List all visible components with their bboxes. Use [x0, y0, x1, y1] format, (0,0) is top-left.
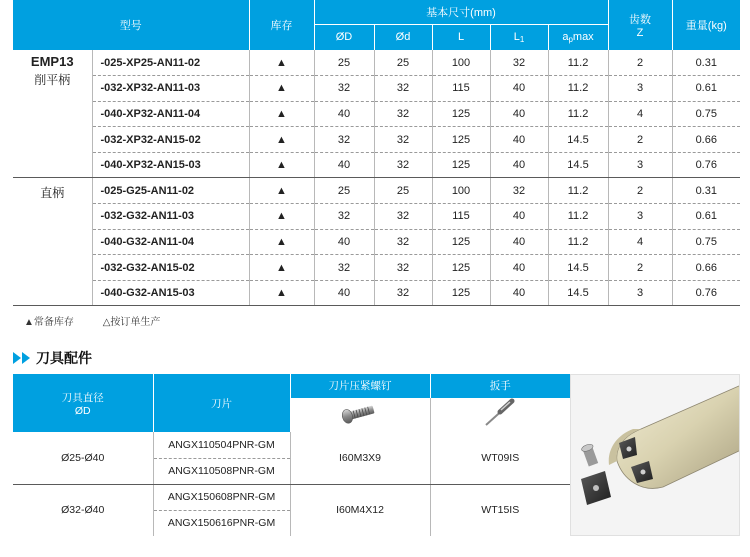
teeth-cell: 2: [608, 178, 672, 204]
screw-cell: I60M4X12: [290, 484, 430, 536]
header-L1: [490, 24, 548, 50]
ap-cell: 11.2: [548, 204, 608, 230]
table-row: [13, 204, 740, 230]
L-cell: 125: [432, 255, 490, 281]
diameter-cell: Ø25-Ø40: [13, 432, 153, 484]
header-ap-tail: max: [572, 31, 594, 44]
d-cell: 32: [374, 255, 432, 281]
d-cell: 32: [374, 101, 432, 127]
table-row: [13, 255, 740, 281]
wrench-icon-cell: [430, 397, 570, 432]
stock-cell: ▲: [249, 204, 314, 230]
model-cell: -025-XP25-AN11-02: [92, 50, 249, 76]
weight-cell: 0.66: [672, 255, 740, 281]
table-row: [13, 178, 740, 204]
series-name: 直柄: [40, 186, 65, 201]
screw-cell: I60M3X9: [290, 432, 430, 484]
stock-legend: [24, 313, 186, 328]
d-cell: 25: [374, 50, 432, 76]
section-title: [13, 348, 92, 368]
L-cell: 115: [432, 204, 490, 230]
table-row: [13, 152, 740, 178]
d-cell: 25: [374, 178, 432, 204]
header-ap-main: a: [562, 31, 569, 44]
ap-cell: 11.2: [548, 50, 608, 76]
ap-cell: 14.5: [548, 255, 608, 281]
D-cell: 32: [314, 255, 374, 281]
header-screw: 刀片压紧螺钉: [290, 374, 430, 397]
weight-cell: 0.61: [672, 204, 740, 230]
d-cell: 32: [374, 152, 432, 178]
series-cell: [13, 50, 92, 178]
teeth-cell: 3: [608, 280, 672, 306]
header-teeth-line1: 齿数: [629, 14, 652, 26]
header-model: 型号: [13, 0, 249, 50]
legend-in-stock: ▲常备库存: [24, 317, 74, 328]
table-row: [13, 229, 740, 255]
D-cell: 25: [314, 178, 374, 204]
teeth-cell: 4: [608, 229, 672, 255]
torx-wrench-icon: [480, 398, 520, 428]
stock-cell: ▲: [249, 152, 314, 178]
L1-cell: 32: [490, 178, 548, 204]
ap-cell: 11.2: [548, 229, 608, 255]
header-dims-group: 基本尺寸(mm): [314, 0, 608, 24]
D-cell: 40: [314, 101, 374, 127]
L1-cell: 40: [490, 76, 548, 102]
insert-cell: ANGX110508PNR-GM: [153, 458, 290, 484]
header-L: L: [432, 24, 490, 50]
L-cell: 100: [432, 178, 490, 204]
stock-cell: ▲: [249, 50, 314, 76]
teeth-cell: 2: [608, 127, 672, 153]
header-insert: 刀片: [153, 374, 290, 432]
stock-cell: ▲: [249, 229, 314, 255]
weight-cell: 0.66: [672, 127, 740, 153]
L1-cell: 40: [490, 204, 548, 230]
D-cell: 32: [314, 76, 374, 102]
model-cell: -040-G32-AN11-04: [92, 229, 249, 255]
stock-cell: ▲: [249, 255, 314, 281]
teeth-cell: 2: [608, 50, 672, 76]
model-cell: -032-G32-AN11-03: [92, 204, 249, 230]
table-row: [13, 280, 740, 306]
L1-cell: 32: [490, 50, 548, 76]
ap-cell: 11.2: [548, 178, 608, 204]
L-cell: 115: [432, 76, 490, 102]
series-name: 削平柄: [34, 73, 71, 87]
table-row: [13, 76, 740, 102]
table-row: [13, 127, 740, 153]
L-cell: 125: [432, 152, 490, 178]
L-cell: 125: [432, 229, 490, 255]
L1-cell: 40: [490, 280, 548, 306]
weight-cell: 0.76: [672, 152, 740, 178]
table-row: [13, 50, 740, 76]
model-cell: -040-XP32-AN15-03: [92, 152, 249, 178]
d-cell: 32: [374, 229, 432, 255]
L1-cell: 40: [490, 255, 548, 281]
d-cell: 32: [374, 76, 432, 102]
diameter-cell: Ø32-Ø40: [13, 484, 153, 536]
stock-cell: ▲: [249, 280, 314, 306]
milling-cutter-illustration: [571, 375, 740, 536]
model-cell: -040-G32-AN15-03: [92, 280, 249, 306]
ap-cell: 14.5: [548, 152, 608, 178]
wrench-cell: WT09IS: [430, 432, 570, 484]
weight-cell: 0.76: [672, 280, 740, 306]
header-wrench: 扳手: [430, 374, 570, 397]
screw-icon-cell: [290, 397, 430, 432]
d-cell: 32: [374, 204, 432, 230]
D-cell: 40: [314, 229, 374, 255]
weight-cell: 0.61: [672, 76, 740, 102]
teeth-cell: 3: [608, 204, 672, 230]
section-title-text: 刀具配件: [36, 350, 92, 366]
ap-cell: 11.2: [548, 76, 608, 102]
header-d: Ød: [374, 24, 432, 50]
stock-cell: ▲: [249, 101, 314, 127]
L1-cell: 40: [490, 127, 548, 153]
d-cell: 32: [374, 127, 432, 153]
header-D: ØD: [314, 24, 374, 50]
header-L1-main: L: [513, 31, 520, 44]
stock-cell: ▲: [249, 178, 314, 204]
product-image: [570, 374, 740, 536]
header-teeth-line2: Z: [636, 27, 644, 39]
spec-table: [13, 0, 740, 306]
L1-cell: 40: [490, 229, 548, 255]
L-cell: 125: [432, 101, 490, 127]
header-ap-sub: p: [568, 35, 573, 45]
header-diameter-line2: ØD: [74, 404, 91, 417]
insert-cell: ANGX150616PNR-GM: [153, 510, 290, 536]
stock-cell: ▲: [249, 127, 314, 153]
header-ap: [548, 24, 608, 50]
stock-cell: ▲: [249, 76, 314, 102]
L1-cell: 40: [490, 101, 548, 127]
model-cell: -032-XP32-AN11-03: [92, 76, 249, 102]
model-cell: -025-G25-AN11-02: [92, 178, 249, 204]
D-cell: 32: [314, 127, 374, 153]
parts-table: [13, 374, 571, 536]
header-teeth: [608, 0, 672, 50]
L-cell: 125: [432, 280, 490, 306]
double-arrow-icon: [13, 352, 30, 364]
model-cell: -040-XP32-AN11-04: [92, 101, 249, 127]
teeth-cell: 3: [608, 76, 672, 102]
weight-cell: 0.75: [672, 101, 740, 127]
L-cell: 100: [432, 50, 490, 76]
L1-cell: 40: [490, 152, 548, 178]
header-diameter-line1: 刀具直径: [61, 391, 104, 404]
weight-cell: 0.75: [672, 229, 740, 255]
series-code: EMP13: [30, 54, 74, 69]
d-cell: 32: [374, 280, 432, 306]
D-cell: 25: [314, 50, 374, 76]
wrench-cell: WT15IS: [481, 504, 520, 517]
header-diameter: [13, 374, 153, 432]
insert-cell: ANGX110504PNR-GM: [153, 432, 290, 458]
table-row: [13, 101, 740, 127]
model-cell: -032-G32-AN15-02: [92, 255, 249, 281]
legend-made-to-order: △按订单生产: [102, 317, 161, 328]
D-cell: 40: [314, 152, 374, 178]
weight-cell: 0.31: [672, 50, 740, 76]
teeth-cell: 3: [608, 152, 672, 178]
ap-cell: 14.5: [548, 280, 608, 306]
insert-cell: ANGX150608PNR-GM: [153, 484, 290, 510]
weight-cell: 0.31: [672, 178, 740, 204]
D-cell: 40: [314, 280, 374, 306]
L-cell: 125: [432, 127, 490, 153]
screw-icon: [336, 400, 384, 426]
model-cell: -032-XP32-AN15-02: [92, 127, 249, 153]
table-row: [13, 432, 570, 458]
D-cell: 32: [314, 204, 374, 230]
header-weight: 重量(kg): [672, 0, 740, 50]
teeth-cell: 2: [608, 255, 672, 281]
header-L1-sub: 1: [519, 35, 525, 45]
teeth-cell: 4: [608, 101, 672, 127]
series-cell: [13, 178, 92, 306]
ap-cell: 14.5: [548, 127, 608, 153]
header-stock: 库存: [249, 0, 314, 50]
table-row: [13, 484, 570, 510]
ap-cell: 11.2: [548, 101, 608, 127]
